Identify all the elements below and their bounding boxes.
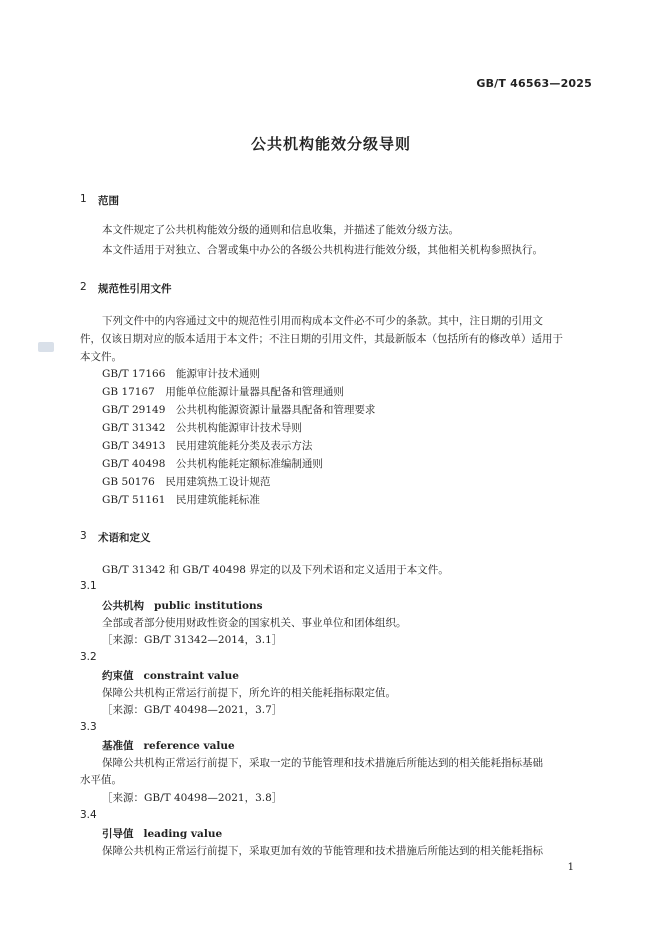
- term-heading: [102, 668, 239, 685]
- reference-item: [102, 384, 344, 401]
- term-definition: 保障公共机构正常运行前提下，采取一定的节能管理和技术措施后所能达到的相关能耗指标基础: [102, 757, 543, 769]
- reference-name: 公共机构能耗定额标准编制通则: [175, 458, 323, 470]
- section-3-title: 术语和定义: [98, 532, 151, 544]
- section-3-number: 3: [80, 530, 87, 542]
- term-heading: [102, 826, 222, 843]
- term-number: 3.4: [80, 809, 97, 821]
- page-number: 1: [567, 862, 574, 873]
- reference-code: GB 17167: [102, 386, 155, 398]
- section-3-intro: GB/T 31342 和 GB/T 40498 界定的以及下列术语和定义适用于本文件。: [102, 564, 449, 576]
- reference-code: GB/T 29149: [102, 404, 166, 416]
- section-1-para-1: 本文件规定了公共机构能效分级的通则和信息收集，并描述了能效分级方法。: [102, 224, 459, 236]
- reference-item: [102, 438, 312, 455]
- standard-code: GB/T 46563—2025: [476, 77, 592, 90]
- section-2-intro-line-1: 下列文件中的内容通过文中的规范性引用而构成本文件必不可少的条款。其中，注日期的引用文: [102, 315, 543, 327]
- reference-code: GB/T 40498: [102, 458, 166, 470]
- section-2-title: 规范性引用文件: [98, 283, 172, 295]
- reference-code: GB/T 51161: [102, 494, 166, 506]
- reference-name: 能源审计技术通则: [175, 368, 260, 380]
- term-en: leading value: [143, 828, 223, 840]
- term-en: reference value: [143, 740, 235, 752]
- term-heading: [102, 598, 263, 615]
- term-source: ［来源：GB/T 31342—2014，3.1］: [102, 634, 283, 646]
- section-1-title: 范围: [98, 195, 119, 207]
- reference-item: [102, 474, 270, 491]
- reference-code: GB/T 31342: [102, 422, 166, 434]
- reference-item: [102, 420, 302, 437]
- section-2-number: 2: [80, 281, 87, 293]
- term-zh: 基准值: [102, 740, 134, 752]
- term-zh: 公共机构: [102, 600, 144, 612]
- reference-name: 民用建筑能耗分类及表示方法: [175, 440, 313, 452]
- term-source: ［来源：GB/T 40498—2021，3.7］: [102, 704, 283, 716]
- term-number: 3.2: [80, 651, 97, 663]
- term-zh: 约束值: [102, 670, 134, 682]
- reference-item: [102, 456, 323, 473]
- reference-item: [102, 366, 260, 383]
- section-1-number: 1: [80, 193, 87, 205]
- term-zh: 引导值: [102, 828, 134, 840]
- reference-item: [102, 492, 260, 509]
- term-en: constraint value: [143, 670, 239, 682]
- reference-code: GB/T 17166: [102, 368, 166, 380]
- reference-code: GB 50176: [102, 476, 155, 488]
- reference-name: 公共机构能源审计技术导则: [175, 422, 302, 434]
- term-definition: 全部或者部分使用财政性资金的国家机关、事业单位和团体组织。: [102, 617, 407, 629]
- reference-item: [102, 402, 375, 419]
- term-number: 3.3: [80, 721, 97, 733]
- reference-name: 公共机构能源资源计量器具配备和管理要求: [175, 404, 376, 416]
- document-title: 公共机构能效分级导则: [250, 135, 411, 153]
- term-definition: 保障公共机构正常运行前提下，所允许的相关能耗指标限定值。: [102, 687, 396, 699]
- section-2-intro-line-2: 件，仅该日期对应的版本适用于本文件；不注日期的引用文件，其最新版本（包括所有的修改单）适用于: [80, 333, 563, 345]
- term-heading: [102, 738, 235, 755]
- term-definition-cont: 水平值。: [80, 774, 122, 786]
- reference-name: 民用建筑能耗标准: [175, 494, 260, 506]
- section-1-para-2: 本文件适用于对独立、合署或集中办公的各级公共机构进行能效分级，其他相关机构参照执行。: [102, 244, 543, 256]
- reference-name: 用能单位能源计量器具配备和管理通则: [165, 386, 344, 398]
- section-2-intro-line-3: 本文件。: [80, 351, 122, 363]
- term-definition: 保障公共机构正常运行前提下，采取更加有效的节能管理和技术措施后所能达到的相关能耗指标: [102, 845, 543, 857]
- term-number: 3.1: [80, 580, 97, 592]
- reference-code: GB/T 34913: [102, 440, 166, 452]
- term-source: ［来源：GB/T 40498—2021，3.8］: [102, 792, 283, 804]
- reference-name: 民用建筑热工设计规范: [165, 476, 271, 488]
- term-en: public institutions: [154, 600, 263, 612]
- margin-mark: [38, 342, 54, 352]
